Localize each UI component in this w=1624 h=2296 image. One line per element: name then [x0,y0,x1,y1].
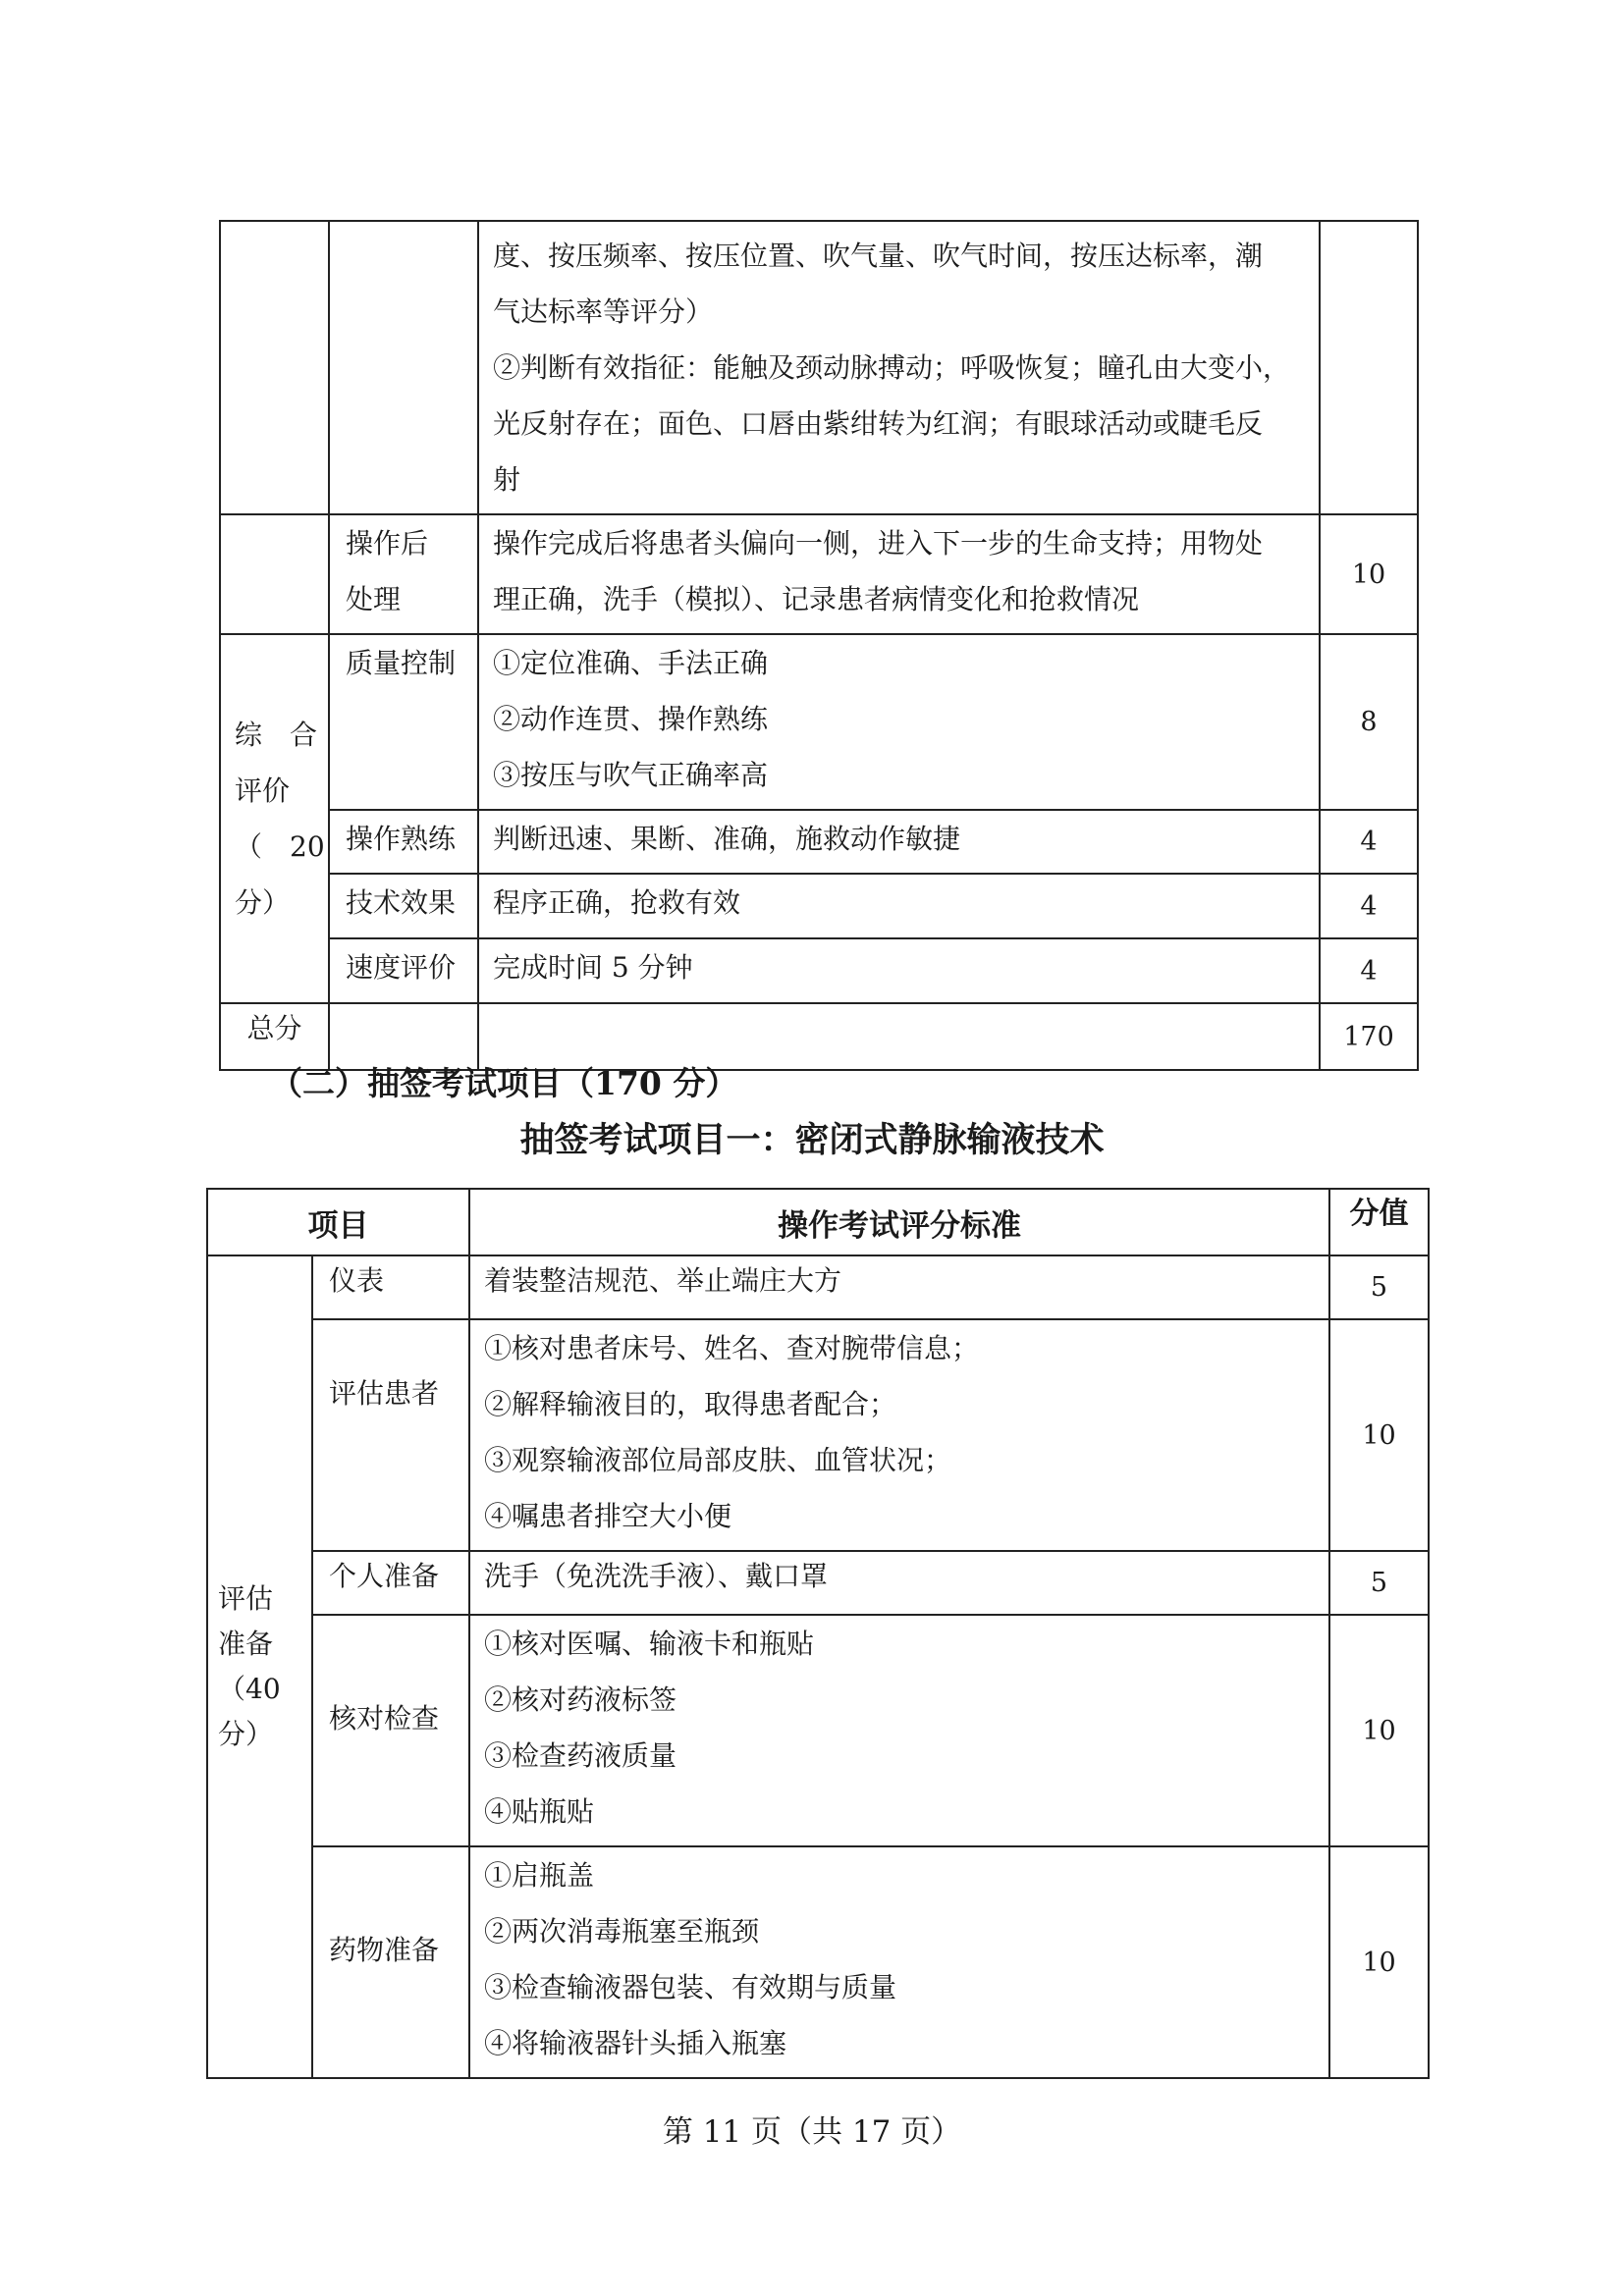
score-value: 4 [1320,810,1418,874]
item-label: 个人准备 [312,1551,469,1615]
table-row [207,1319,1429,1551]
item-label: 核对检查 [312,1615,469,1846]
item-label: 评估患者 [312,1319,469,1551]
item-label: 质量控制 [329,634,478,810]
criteria-line: 度、按压频率、按压位置、吹气量、吹气时间，按压达标率，潮 [493,240,1264,272]
criteria-cell [469,1319,1329,1551]
criteria-line: ②判断有效指征：能触及颈动脉搏动；呼吸恢复；瞳孔由大变小， [493,351,1291,384]
table-row [220,938,1418,1003]
criteria-cell [469,1615,1329,1846]
criteria-cell [469,1846,1329,2078]
item-label: 技术效果 [329,874,478,938]
total-score: 170 [1320,1003,1418,1070]
infusion-scoring-table [206,1188,1430,2079]
header-criteria: 操作考试评分标准 [469,1189,1329,1255]
item-label: 操作熟练 [329,810,478,874]
criteria-line: 操作完成后将患者头偏向一侧，进入下一步的生命支持；用物处 [493,527,1264,560]
criteria-cell [469,1255,1329,1319]
criteria-line: ④嘱患者排空大小便 [484,1500,732,1532]
score-value: 5 [1329,1551,1429,1615]
criteria-line: 理正确，洗手（模拟）、记录患者病情变化和抢救情况 [493,583,1140,615]
category-assessment-prep: 评估 准备 （40 分） [207,1255,312,2078]
table-header-row [207,1189,1429,1255]
score-value: 4 [1320,938,1418,1003]
criteria-cell: 判断迅速、果断、准确，施救动作敏捷 [478,810,1320,874]
score-value: 10 [1329,1846,1429,2078]
score-value: 5 [1329,1255,1429,1319]
criteria-line: ④将输液器针头插入瓶塞 [484,2027,787,2059]
header-score: 分值 [1329,1189,1429,1255]
criteria-line: 气达标率等评分） [493,295,714,328]
criteria-line: ①核对医嘱、输液卡和瓶贴 [484,1628,815,1660]
score-value: 4 [1320,874,1418,938]
criteria-cell [478,221,1320,514]
table-row [207,1615,1429,1846]
score-value: 10 [1329,1615,1429,1846]
table-row [220,221,1418,514]
table-row [220,514,1418,634]
criteria-cell: 完成时间 5 分钟 [478,938,1320,1003]
criteria-cell: 程序正确，抢救有效 [478,874,1320,938]
criteria-line: ①定位准确、手法正确 [493,647,769,679]
category-comprehensive: 综 合 评价 （ 20 分） [220,634,329,1003]
criteria-line: ②两次消毒瓶塞至瓶颈 [484,1915,760,1948]
criteria-line: ③按压与吹气正确率高 [493,759,769,791]
score-value: 8 [1320,634,1418,810]
table-row [207,1255,1429,1319]
empty-cell [1320,221,1418,514]
criteria-cell [469,1551,1329,1615]
criteria-line: ③检查药液质量 [484,1739,677,1772]
item-label: 药物准备 [312,1846,469,2078]
table-title: 抽签考试项目一：密闭式静脉输液技术 [519,1120,1105,1160]
table-row [220,874,1418,938]
empty-cell [329,221,478,514]
criteria-line: 着装整洁规范、举止端庄大方 [484,1264,842,1297]
table-row [220,634,1418,810]
table-row [220,810,1418,874]
table-row [207,1551,1429,1615]
criteria-line: 射 [493,463,521,496]
criteria-line: ②动作连贯、操作熟练 [493,703,769,735]
item-label: 仪表 [312,1255,469,1319]
score-value: 10 [1329,1319,1429,1551]
item-label: 速度评价 [329,938,478,1003]
scoring-table-continued [219,220,1419,1071]
table-row [207,1846,1429,2078]
criteria-line: ①启瓶盖 [484,1859,595,1892]
criteria-line: ②解释输液目的，取得患者配合； [484,1388,897,1420]
criteria-line: ②核对药液标签 [484,1683,677,1716]
section-heading: （二）抽签考试项目（170 分） [270,1064,738,1102]
total-label: 总分 [220,1003,329,1070]
criteria-line: ④贴瓶贴 [484,1795,595,1828]
empty-cell [220,514,329,634]
header-item: 项目 [207,1189,469,1255]
criteria-cell [478,634,1320,810]
criteria-line: ①核对患者床号、姓名、查对腕带信息； [484,1332,980,1364]
criteria-line: 洗手（免洗洗手液）、戴口罩 [484,1560,829,1592]
score-value: 10 [1320,514,1418,634]
criteria-line: 光反射存在；面色、口唇由紫绀转为红润；有眼球活动或睫毛反 [493,407,1264,440]
page-number: 第 11 页（共 17 页） [662,2114,962,2150]
item-label: 操作后 处理 [329,514,478,634]
criteria-line: ③检查输液器包装、有效期与质量 [484,1971,897,2003]
criteria-line: ③观察输液部位局部皮肤、血管状况； [484,1444,952,1476]
criteria-cell [478,514,1320,634]
empty-cell [220,221,329,514]
